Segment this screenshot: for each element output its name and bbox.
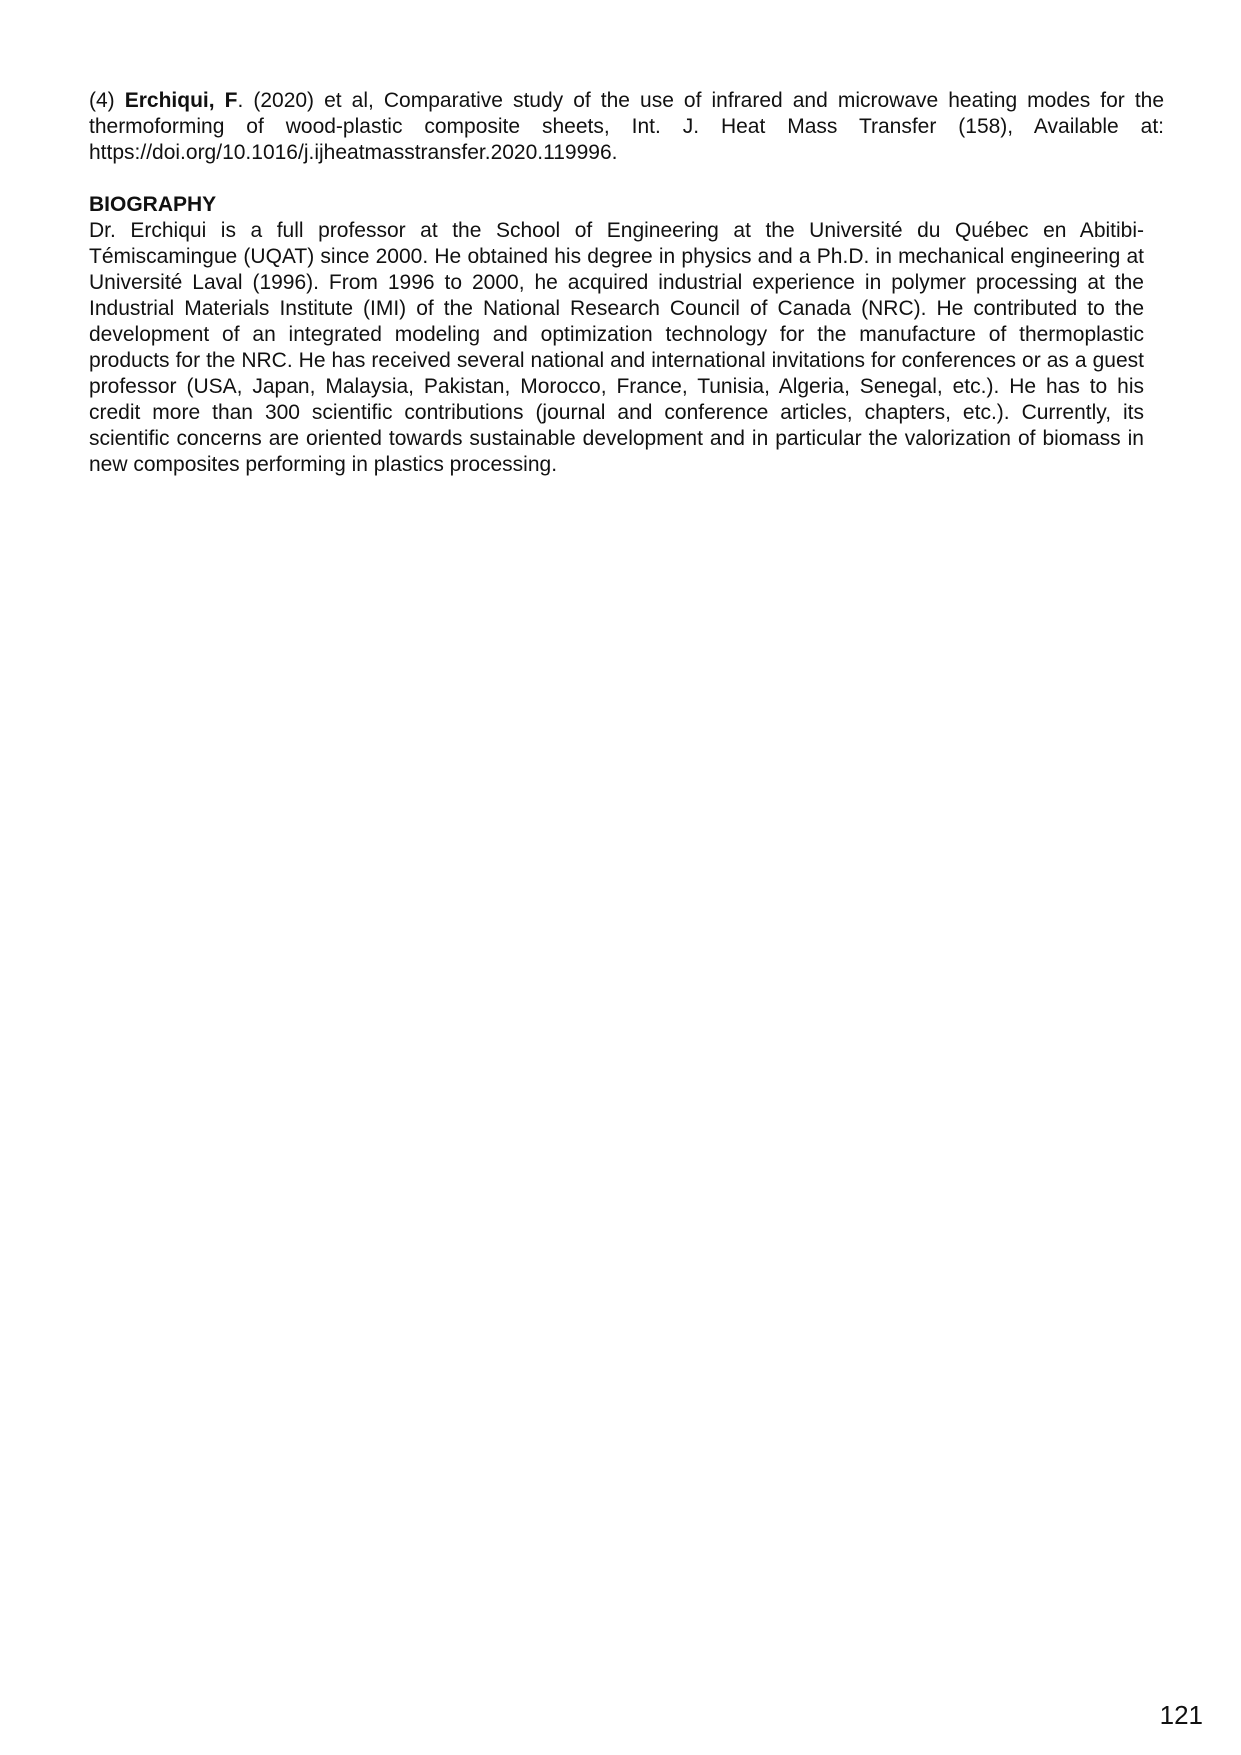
reference-entry — [89, 88, 1164, 166]
biography-text: Dr. Erchiqui is a full professor at the School of Engineering at the Université du Québec en Abitibi-Témiscamingue (UQAT) since 2000. He obtained his degree in physics and a Ph.D. in mechanical engineering at Université Laval (1996). From 1996 to 2000, he acquired industrial experience in polymer processing at the Industrial Materials Institute (IMI) of the National Research Council of Canada (NRC). He contributed to the development of an integrated modeling and optimization technology for the manufacture of thermoplastic products for the NRC. He has received several national and international invitations for conferences or as a guest professor (USA, Japan, Malaysia, Pakistan, Morocco, France, Tunisia, Algeria, Senegal, etc.). He has to his credit more than 300 scientific contributions (journal and conference articles, chapters, etc.). Currently, its scientific concerns are oriented towards sustainable development and in particular the valorization of biomass in new composites performing in plastics processing. — [89, 219, 1144, 476]
page-content — [89, 88, 1165, 478]
reference-number: (4) — [89, 89, 125, 112]
biography-heading: BIOGRAPHY — [89, 193, 217, 216]
reference-text: . (2020) et al, Comparative study of the use of infrared and microwave heating modes for the thermoforming of wood-plastic composite sheets, Int. J. Heat Mass Transfer (158), Available at: https://doi.org/10.1016/j.ijheatmasstransfer.2020.119996. — [89, 89, 1165, 164]
reference-author: Erchiqui, F — [124, 89, 238, 112]
page-number: 121 — [1159, 1700, 1203, 1730]
